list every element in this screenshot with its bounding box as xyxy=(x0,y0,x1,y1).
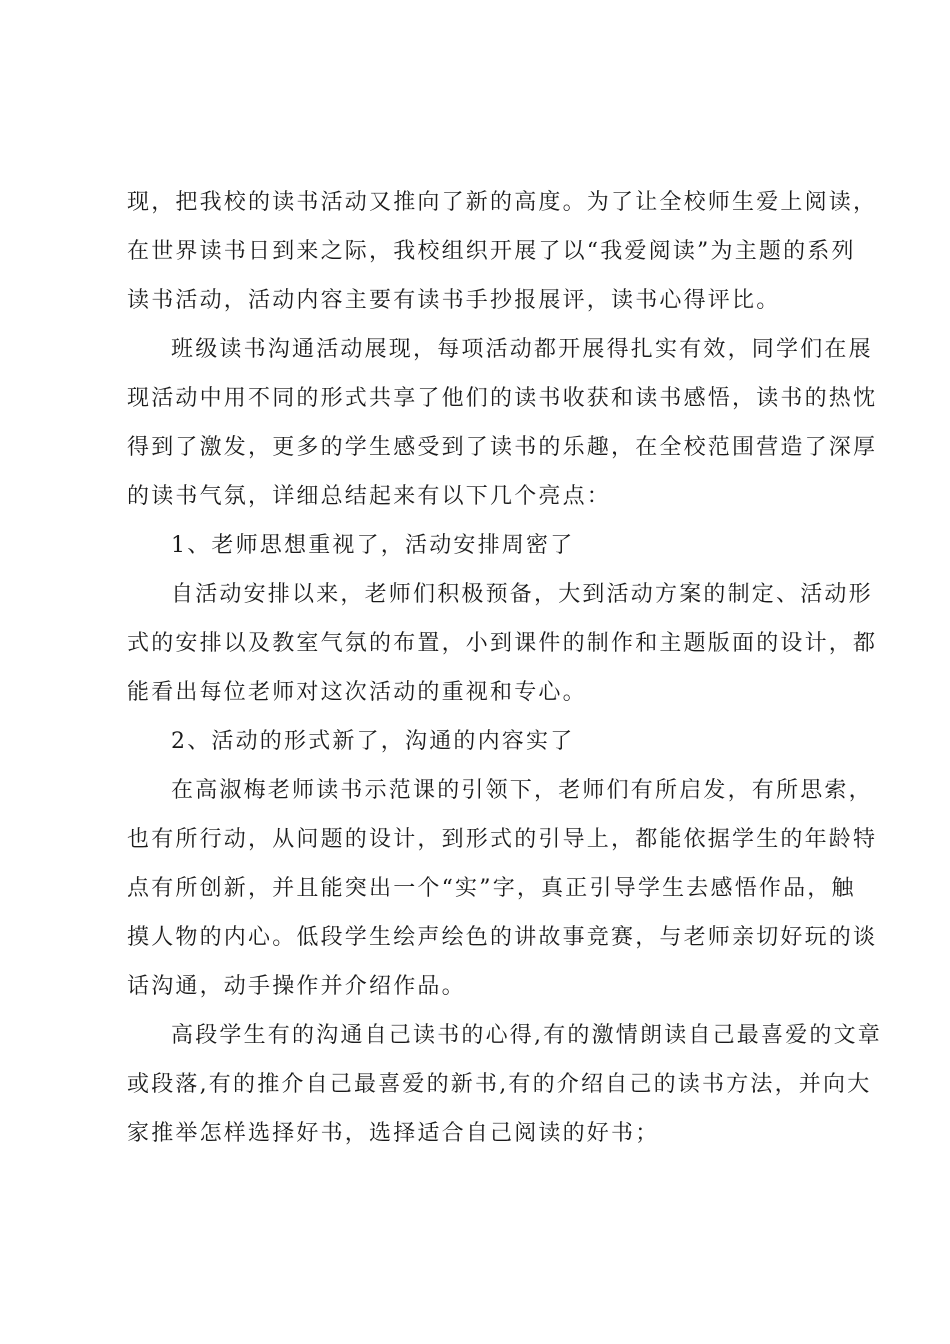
text-line: 家推举怎样选择好书，选择适合自己阅读的好书； xyxy=(127,1121,660,1146)
document-body xyxy=(127,178,882,1158)
text-line: 的读书气氛，详细总结起来有以下几个亮点： xyxy=(127,484,612,509)
text-line: 高段学生有的沟通自己读书的心得,有的激情朗读自己最喜爱的文章 xyxy=(171,1023,882,1048)
text-line: 读书活动，活动内容主要有读书手抄报展评，读书心得评比。 xyxy=(127,288,781,313)
text-line: 在世界读书日到来之际，我校组织开展了以“我爱阅读”为主题的系列 xyxy=(127,239,856,264)
text-line: 现，把我校的读书活动又推向了新的高度。为了让全校师生爱上阅读， xyxy=(127,190,878,215)
text-line: 话沟通，动手操作并介绍作品。 xyxy=(127,974,466,999)
paragraph xyxy=(127,570,878,717)
text-line: 得到了激发，更多的学生感受到了读书的乐趣，在全校范围营造了深厚 xyxy=(127,435,878,460)
text-line: 在高淑梅老师读书示范课的引领下，老师们有所启发，有所思索， xyxy=(171,778,873,803)
section-heading xyxy=(127,717,831,766)
text-line: 式的安排以及教室气氛的布置，小到课件的制作和主题版面的设计，都 xyxy=(127,631,878,656)
text-line: 能看出每位老师对这次活动的重视和专心。 xyxy=(127,680,587,705)
paragraph xyxy=(127,766,878,1011)
section-heading xyxy=(127,521,831,570)
text-line: 自活动安排以来，老师们积极预备，大到活动方案的制定、活动形 xyxy=(171,582,873,607)
paragraph xyxy=(127,325,878,521)
text-line: 摸人物的内心。低段学生绘声绘色的讲故事竞赛，与老师亲切好玩的谈 xyxy=(127,925,878,950)
text-line: 现活动中用不同的形式共享了他们的读书收获和读书感悟，读书的热忱 xyxy=(127,386,878,411)
heading-text: 1、老师思想重视了，活动安排周密了 xyxy=(171,533,575,558)
paragraph-continuation xyxy=(127,178,878,325)
text-line: 也有所行动，从问题的设计，到形式的引导上，都能依据学生的年龄特 xyxy=(127,827,878,852)
text-line: 班级读书沟通活动展现，每项活动都开展得扎实有效，同学们在展 xyxy=(171,337,873,362)
paragraph xyxy=(127,1011,882,1158)
text-line: 点有所创新，并且能突出一个“实”字，真正引导学生去感悟作品，触 xyxy=(127,876,856,901)
heading-text: 2、活动的形式新了，沟通的内容实了 xyxy=(171,729,575,754)
text-line: 或段落,有的推介自己最喜爱的新书,有的介绍自己的读书方法，并向大 xyxy=(127,1072,872,1097)
